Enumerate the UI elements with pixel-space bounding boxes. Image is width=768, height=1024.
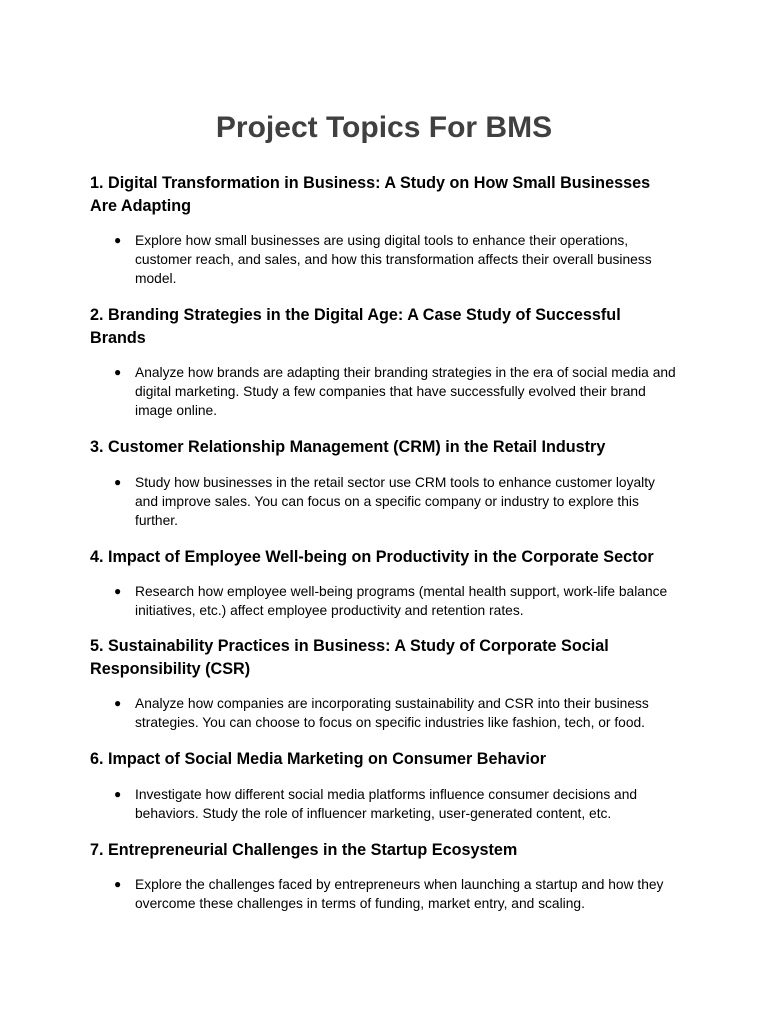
bullet-icon: ● <box>114 877 122 891</box>
topic-heading: 5. Sustainability Practices in Business: A Study of Corporate Social Responsibility (CSR) <box>90 637 609 678</box>
topic-6 <box>90 748 678 823</box>
topic-bullet-item <box>114 582 678 620</box>
topic-bullet-list <box>90 785 678 823</box>
topic-heading: 3. Customer Relationship Management (CRM) in the Retail Industry <box>90 438 606 456</box>
topic-bullet-item <box>114 231 678 288</box>
bullet-icon: ● <box>114 233 122 247</box>
bullet-icon: ● <box>114 696 122 710</box>
topic-bullet-list <box>90 363 678 420</box>
topic-heading: 4. Impact of Employee Well-being on Productivity in the Corporate Sector <box>90 547 654 566</box>
topic-bullet-list <box>90 473 678 530</box>
topic-bullet-item <box>114 785 678 823</box>
topic-2 <box>90 304 678 420</box>
topic-4 <box>90 546 678 621</box>
bullet-icon: ● <box>114 584 122 598</box>
topic-bullet-item <box>114 875 678 913</box>
topic-description: Analyze how companies are incorporating sustainability and CSR into their business strategies. You can choose to focus on specific industries like fashion, tech, or food. <box>135 696 649 730</box>
topic-7 <box>90 839 678 914</box>
bullet-icon: ● <box>114 786 122 801</box>
topic-description: Analyze how brands are adapting their branding strategies in the era of social media and digital marketing. Study a few companies that have successfully evolved their brand image online. <box>135 365 676 418</box>
topic-description: Explore the challenges faced by entrepreneurs when launching a startup and how they overcome these challenges in terms of funding, market entry, and scaling. <box>135 877 664 911</box>
topic-description: Research how employee well-being programs (mental health support, work-life balance initiatives, etc.) affect employee productivity and retention rates. <box>135 584 668 618</box>
topic-1 <box>90 172 678 288</box>
topic-heading: 7. Entrepreneurial Challenges in the Startup Ecosystem <box>90 840 518 859</box>
topic-bullet-list <box>90 231 678 288</box>
bullet-icon: ● <box>114 365 122 379</box>
bullet-icon: ● <box>114 474 122 489</box>
topic-heading: 2. Branding Strategies in the Digital Age: A Case Study of Successful Brands <box>90 306 621 347</box>
topic-description: Explore how small businesses are using digital tools to enhance their operations, customer reach, and sales, and how this transformation affects their overall business model. <box>135 233 652 286</box>
topic-5 <box>90 635 678 732</box>
topic-3 <box>90 436 678 530</box>
topic-bullet-list <box>90 875 678 913</box>
topic-bullet-item <box>114 363 678 420</box>
topic-bullet-list <box>90 582 678 620</box>
document-title: Project Topics For BMS <box>215 111 553 144</box>
topic-heading: 6. Impact of Social Media Marketing on Consumer Behavior <box>90 750 547 768</box>
topic-bullet-list <box>90 694 678 732</box>
topic-description: Study how businesses in the retail sector use CRM tools to enhance customer loyalty and improve sales. You can focus on a specific company or industry to explore this further. <box>135 474 655 528</box>
topic-bullet-item <box>114 694 678 732</box>
topic-description: Investigate how different social media platforms influence consumer decisions and behaviors. Study the role of influencer marketing, user-generated content, etc. <box>135 786 638 821</box>
topic-bullet-item <box>114 473 678 530</box>
topic-heading: 1. Digital Transformation in Business: A Study on How Small Businesses Are Adapting <box>90 174 651 215</box>
